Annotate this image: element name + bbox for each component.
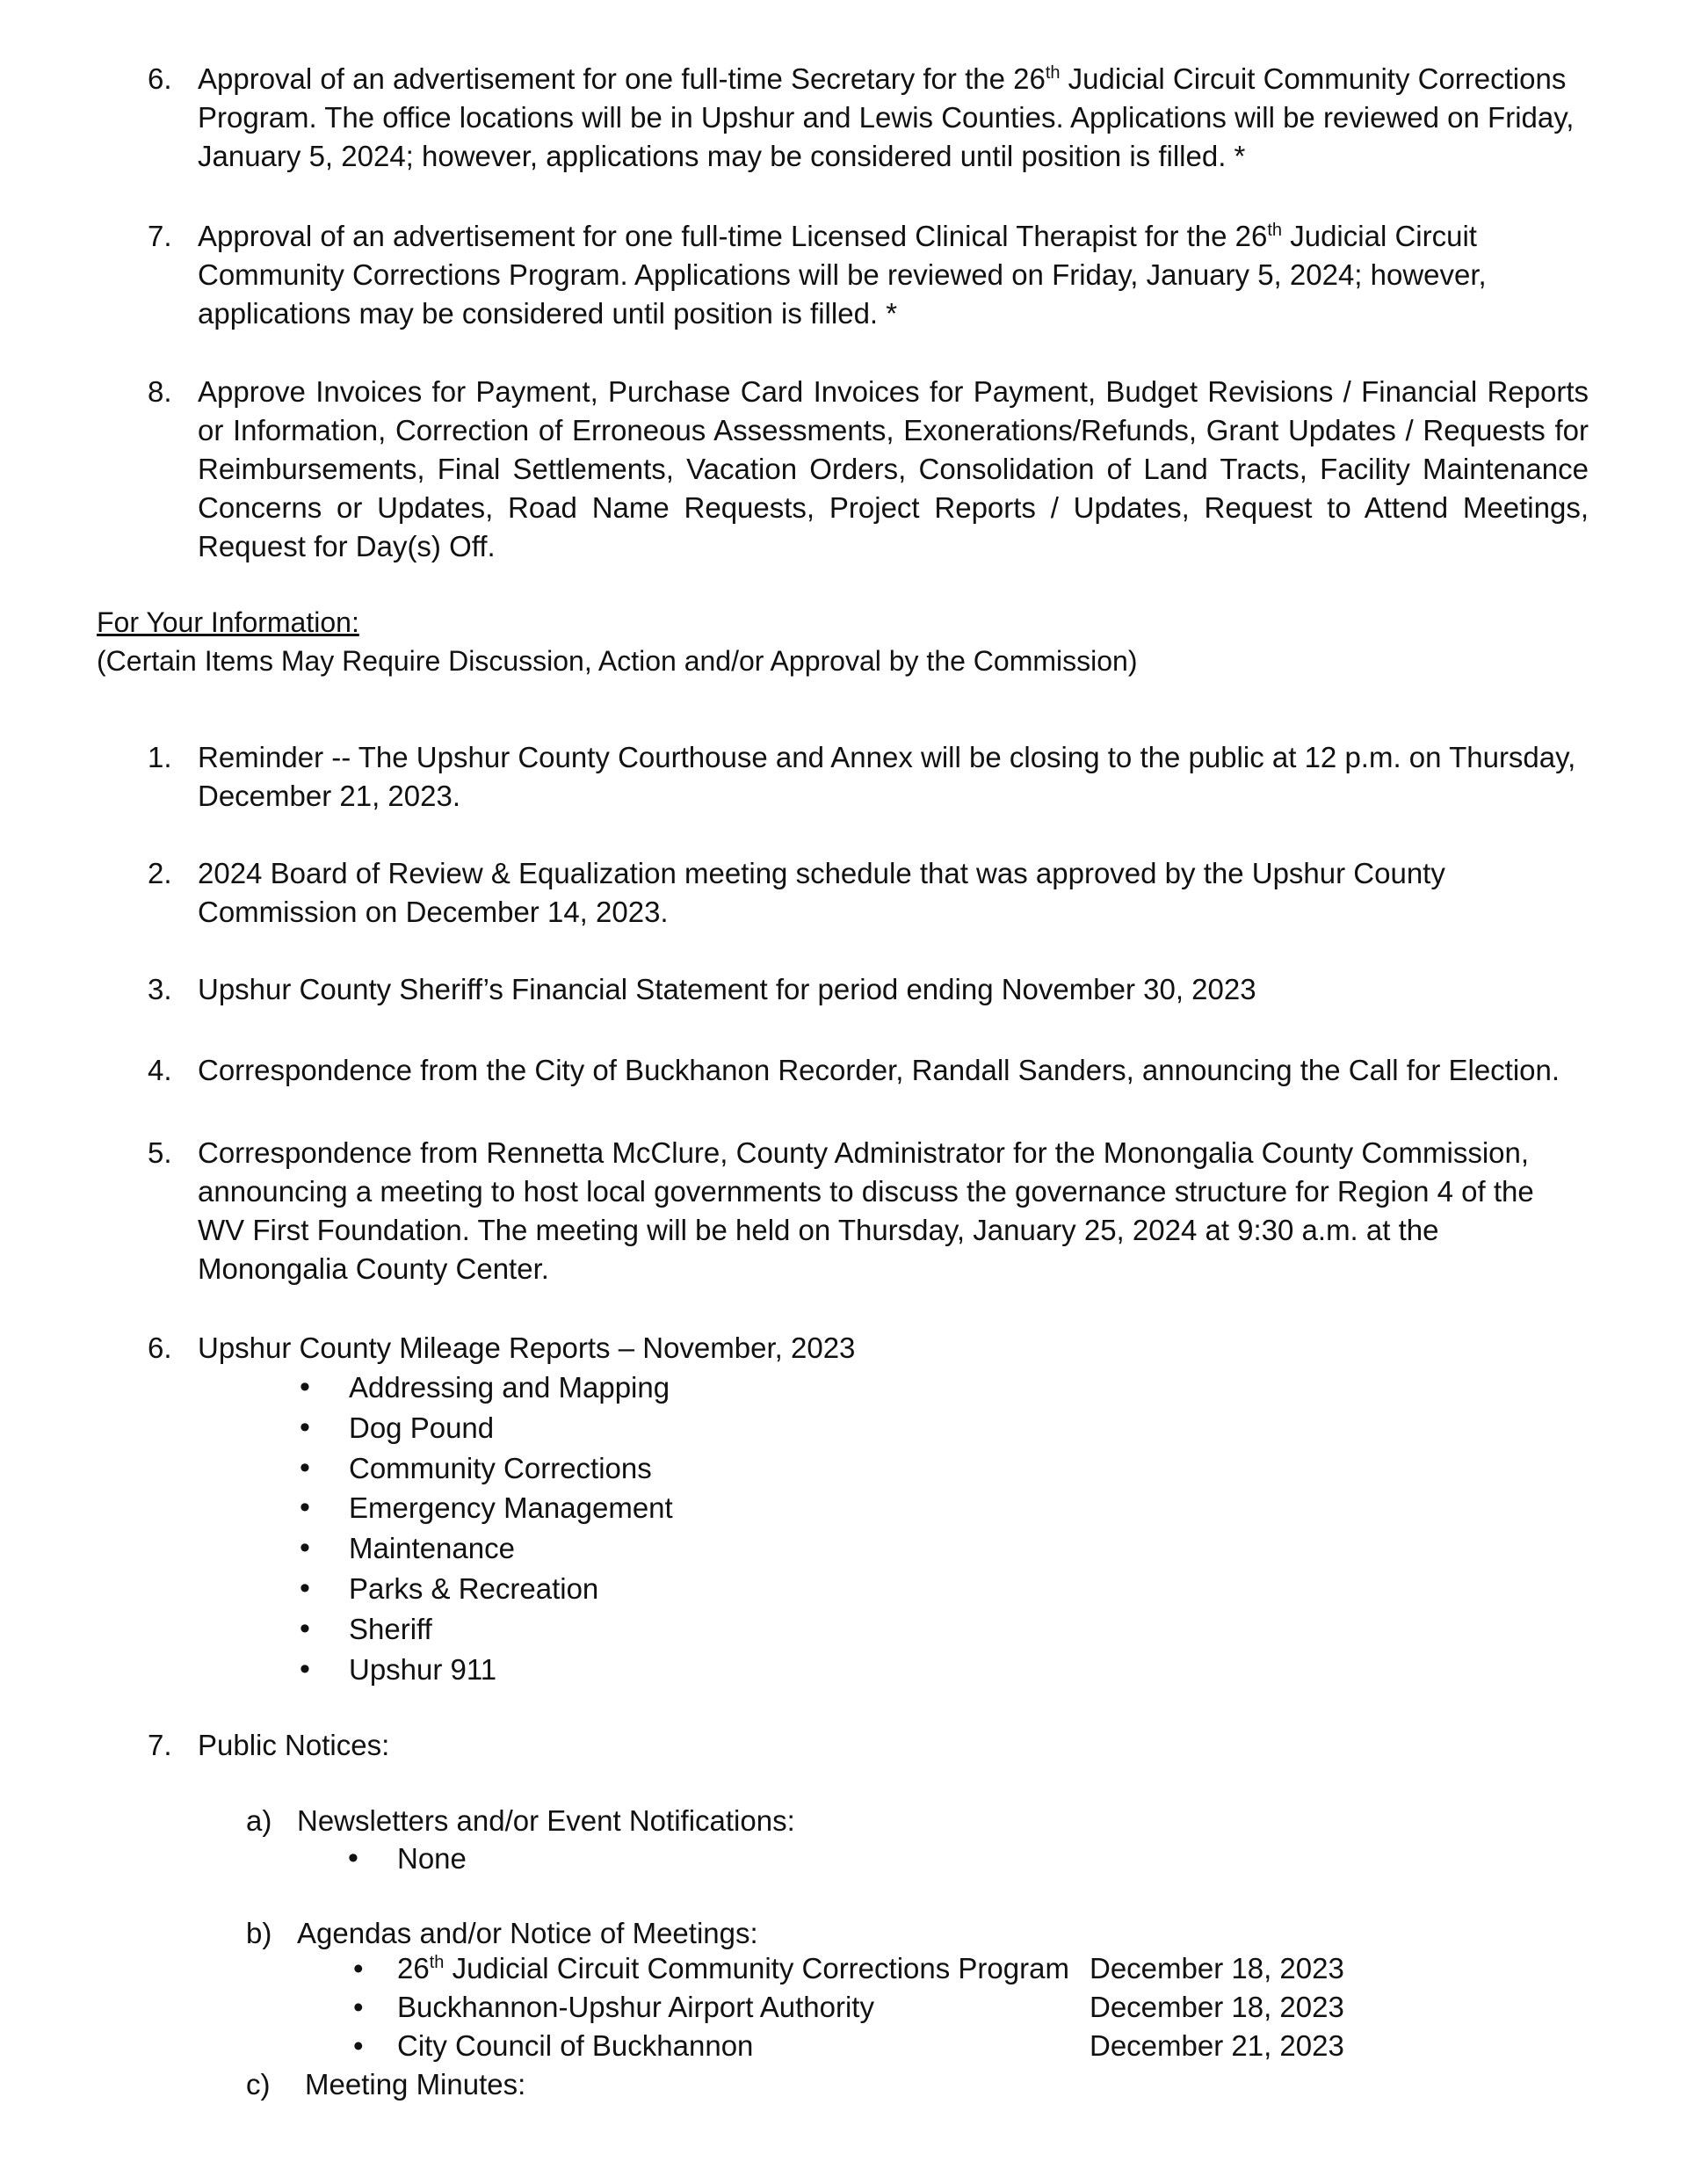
item-number: 4.	[148, 1054, 172, 1086]
meeting-name: 26th Judicial Circuit Community Corrections Program	[397, 1952, 1069, 1984]
item-number: 8.	[148, 375, 172, 408]
item-number: 2.	[148, 857, 172, 889]
item-number: 7.	[148, 1729, 172, 1761]
item-number: 6.	[148, 1331, 172, 1364]
meeting-name: Buckhannon-Upshur Airport Authority	[397, 1991, 874, 2023]
item-text: Approval of an advertisement for one full-time Licensed Clinical Therapist for the 26th Judicial Circuit Community Corrections Program. Applications will be reviewed on Friday, January 5, 2024; however, applications may be considered until position is filled. *	[198, 220, 1487, 330]
sub-text: Meeting Minutes:	[305, 2068, 526, 2101]
meeting-list	[353, 1949, 1539, 2065]
public-notices-b	[246, 1914, 1476, 1953]
item-text: Upshur County Mileage Reports – November, 2023	[198, 1331, 856, 1364]
meeting-row	[353, 1988, 1539, 2027]
agenda-item-8	[148, 373, 1589, 566]
item-text: Public Notices:	[198, 1729, 390, 1761]
meeting-name: City Council of Buckhannon	[397, 2029, 754, 2062]
meeting-date: December 21, 2023	[1090, 2029, 1344, 2062]
item-number: 3.	[148, 973, 172, 1005]
item-number: 1.	[148, 741, 172, 773]
fyi-item-3	[148, 970, 1589, 1009]
fyi-item-6	[148, 1329, 1589, 1368]
list-item: • Emergency Management	[349, 1488, 673, 1528]
item-text: 2024 Board of Review & Equalization meeting schedule that was approved by the Upshur County Commission on December 14, 2023.	[198, 857, 1445, 928]
sub-text: Agendas and/or Notice of Meetings:	[297, 1917, 758, 1949]
fyi-title: For Your Information:	[97, 606, 359, 638]
item-number: 5.	[148, 1136, 172, 1169]
sub-letter: c)	[246, 2068, 271, 2101]
list-item: • Upshur 911	[349, 1650, 673, 1690]
sub-letter: b)	[246, 1917, 272, 1949]
item-text: Upshur County Sheriff’s Financial Statement for period ending November 30, 2023	[198, 973, 1256, 1005]
agenda-item-6	[148, 60, 1589, 176]
list-item: • Maintenance	[349, 1528, 673, 1569]
mileage-report-list	[349, 1368, 673, 1689]
fyi-item-4	[148, 1051, 1589, 1090]
meeting-row	[353, 1949, 1539, 1988]
list-item: • Parks & Recreation	[349, 1569, 673, 1609]
meeting-row	[353, 2027, 1539, 2065]
bullet-icon: •	[353, 1952, 364, 1984]
sub-text: Newsletters and/or Event Notifications:	[297, 1804, 795, 1837]
item-text: Approval of an advertisement for one full-time Secretary for the 26th Judicial Circuit Community Corrections Program. The office locations will be in Upshur and Lewis Counties. Applications will be reviewed on Friday, January 5, 2024; however, applications may be considered until position is filled. *	[198, 62, 1575, 172]
list-item: • Dog Pound	[349, 1408, 673, 1448]
fyi-item-1	[148, 738, 1589, 816]
item-text: Reminder -- The Upshur County Courthouse and Annex will be closing to the public at 12 p.m. on Thursday, December 21, 2023.	[198, 741, 1576, 812]
newsletter-list	[397, 1839, 467, 1879]
public-notices-a	[246, 1802, 1476, 1840]
bullet-icon: •	[353, 1991, 364, 2023]
fyi-item-5	[148, 1134, 1589, 1288]
bullet-icon: •	[353, 2029, 364, 2062]
list-item: • Community Corrections	[349, 1448, 673, 1489]
meeting-date: December 18, 2023	[1090, 1991, 1344, 2023]
sub-letter: a)	[246, 1804, 272, 1837]
fyi-item-2	[148, 854, 1589, 932]
item-text: Approve Invoices for Payment, Purchase Card Invoices for Payment, Budget Revisions / Financial Reports or Information, Correction of Erroneous Assessments, Exonerations/Refunds, Grant Updates / Requests for Reimbursements, Final Settlements, Vacation Orders, Consolidation of Land Tracts, Facility Maintenance Concerns or Updates, Road Name Requests, Project Reports / Updates, Request to Attend Meetings, Request for Day(s) Off.	[198, 375, 1589, 562]
item-text: Correspondence from the City of Buckhanon Recorder, Randall Sanders, announcing the Call for Election.	[198, 1054, 1560, 1086]
list-item: • Sheriff	[349, 1609, 673, 1650]
public-notices-c	[246, 2065, 1476, 2104]
meeting-date: December 18, 2023	[1090, 1952, 1344, 1984]
fyi-item-7	[148, 1726, 1589, 1765]
agenda-item-7	[148, 217, 1589, 333]
item-text: Correspondence from Rennetta McClure, County Administrator for the Monongalia County Commission, announcing a meeting to host local governments to discuss the governance structure for Region 4 of the WV First Foundation. The meeting will be held on Thursday, January 25, 2024 at 9:30 a.m. at the Monongalia County Center.	[198, 1136, 1534, 1285]
fyi-subtitle: (Certain Items May Require Discussion, Action and/or Approval by the Commission)	[97, 645, 1138, 677]
fyi-heading	[97, 603, 1415, 680]
list-item: • Addressing and Mapping	[349, 1368, 673, 1408]
item-number: 7.	[148, 220, 172, 252]
item-number: 6.	[148, 62, 172, 95]
list-item: • None	[397, 1839, 467, 1879]
